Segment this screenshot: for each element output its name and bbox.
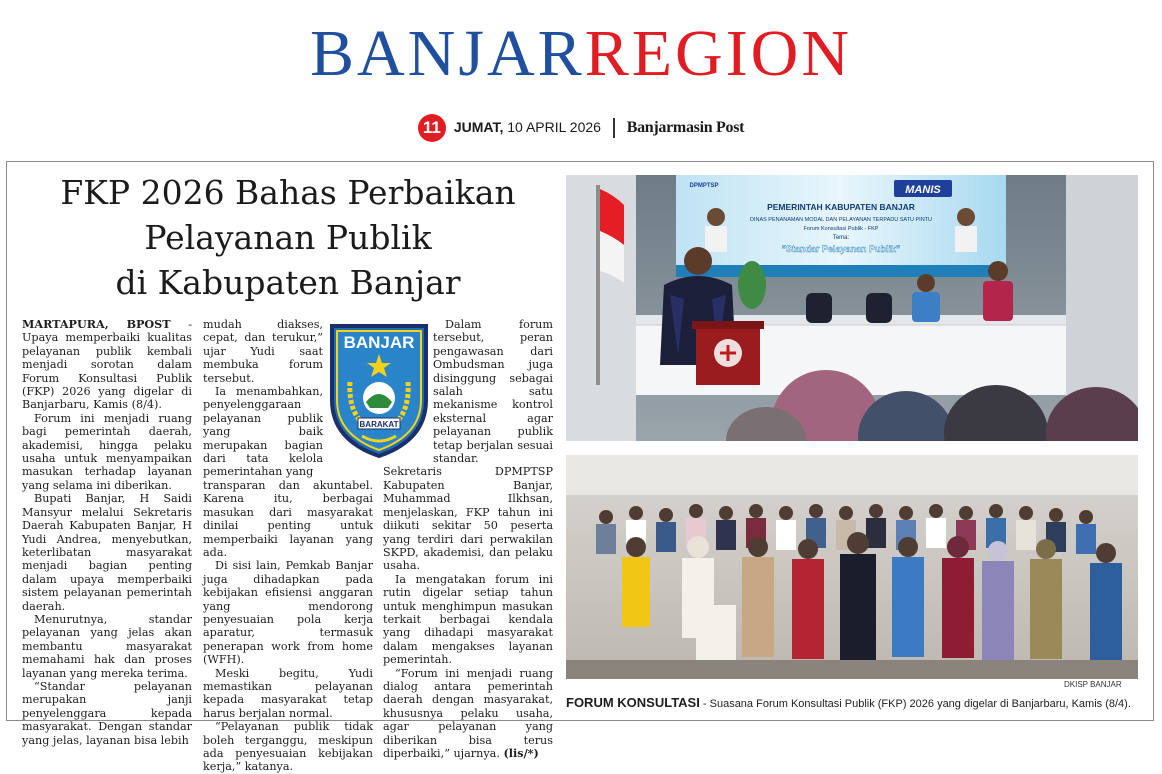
paragraph: Ia menambahkan, penyelenggaraan pelayanan publik yang baik merupakan bagian dari tata kelola pemerintahan yang: [203, 385, 323, 479]
headline-line: di Kabupaten Banjar: [115, 263, 461, 302]
caption-text: - Suasana Forum Konsultasi Publik (FKP) 2026 yang digelar di Banjarbaru, Kamis (8/4).: [699, 698, 1131, 710]
paragraph: Menurutnya, standar pelayanan yang jelas akan membantu masyarakat memahami hak dan proses layanan yang mereka terima.: [22, 612, 192, 680]
paragraph: [383, 667, 553, 761]
newspaper-name: Banjarmasin Post: [626, 119, 745, 136]
paragraph-text: “Forum ini menjadi ruang dialog antara pemerintah daerah dengan masyarakat, khususnya pelaku usaha, agar pelayanan yang diberikan bisa terus diperbaiki,” ujarnya.: [383, 666, 553, 760]
paragraph: Forum ini menjadi ruang bagi pemerintah daerah, akademisi, hingga pelaku usaha untuk menyampaikan masukan terhadap layanan yang selama ini diberikan.: [22, 411, 192, 492]
masthead: [0, 0, 1162, 160]
banner-manis-logo: MANIS: [905, 184, 941, 196]
sign-off: (lis/*): [503, 746, 539, 760]
paragraph: Dalam forum tersebut, peran pengawasan dari Ombudsman juga disinggung sebagai salah satu mekanisme kontrol eksternal agar pelayanan publik tetap berjalan sesuai standar.: [433, 318, 553, 466]
banner-forum: Forum Konsultasi Publik - FKP: [803, 226, 879, 232]
banner-quote: “Standar Pelayanan Publik”: [781, 244, 901, 254]
emblem-title: BANJAR: [343, 333, 415, 352]
photo-speaker-at-podium: [566, 175, 1138, 441]
paragraph: “Standar pelayanan merupakan janji penyelenggara kepada masyarakat. Dengan standar yang jelas, layanan bisa lebih: [22, 679, 192, 747]
photo-caption: [566, 694, 1138, 713]
paragraph-text: - Upaya memperbaiki kualitas pelayanan publik kembali menjadi sorotan dalam Forum Konsultasi Publik (FKP) 2026 yang digelar di Banjarbaru, Kamis (8/4).: [22, 318, 193, 412]
paragraph: [22, 318, 192, 412]
section-brand: [0, 14, 1162, 94]
day-label: JUMAT,: [453, 119, 504, 135]
emblem-ribbon: BARAKAT: [359, 420, 399, 429]
headline-line: Pelayanan Publik: [144, 218, 432, 257]
paragraph: “Pelayanan publik tidak boleh terganggu, meskipun ada penyesuaian kebijakan kerja,” katanya.: [203, 720, 373, 774]
brand-part-region: REGION: [584, 17, 853, 90]
banner-subtitle: DINAS PENANAMAN MODAL DAN PELAYANAN TERPADU SATU PINTU: [749, 217, 933, 223]
paragraph: transparan dan akuntabel. Karena itu, berbagai masukan dari masyarakat dinilai penting untuk memperbaiki layanan yang ada.: [203, 478, 373, 559]
photo-credit: DKISP BANJAR: [1064, 680, 1122, 689]
article-headline: [18, 170, 558, 305]
brand-part-banjar: BANJAR: [309, 17, 585, 90]
paragraph: mudah diakses, cepat, dan terukur,” ujar Yudi saat membuka forum tersebut.: [203, 318, 323, 385]
page-number-badge: 11: [418, 114, 446, 142]
paragraph: Di sisi lain, Pemkab Banjar juga dihadapkan pada kebijakan efisiensi anggaran yang mendorong penyesuaian pola kerja aparatur, termasuk penerapan work from home (WFH).: [203, 559, 373, 667]
caption-head: FORUM KONSULTASI: [566, 695, 700, 710]
photo-group-participants: [566, 455, 1138, 679]
headline-line: FKP 2026 Bahas Perbaikan: [60, 173, 516, 212]
dateline: [0, 112, 1162, 143]
divider: [613, 118, 615, 138]
dateline-text: MARTAPURA, BPOST: [22, 317, 171, 331]
banner-tema: Tema:: [832, 235, 850, 241]
paragraph: Sekretaris DPMPTSP Kabupaten Banjar, Muhammad Ilkhsan, menjelaskan, FKP tahun ini diikuti sekitar 50 peserta yang terdiri dari perwakilan SKPD, akademisi, dan pelaku usaha.: [383, 465, 553, 573]
paragraph: Meski begitu, Yudi memastikan pelayanan kepada masyarakat tetap harus berjalan normal.: [203, 666, 373, 720]
paragraph: Ia mengatakan forum ini rutin digelar setiap tahun untuk menghimpun masukan terkait berbagai kendala yang dihadapi masyarakat dalam mengakses layanan pemerintah.: [383, 572, 553, 667]
banner-dpmptsp-logo: DPMPTSP: [689, 183, 719, 189]
article-column-1: [22, 318, 192, 747]
date-label: 10 APRIL 2026: [507, 119, 601, 135]
kabupaten-banjar-emblem: [328, 322, 430, 460]
paragraph: Bupati Banjar, H Saidi Mansyur melalui Sekretaris Daerah Kabupaten Banjar, H Yudi Andrea, menyebutkan, keterlibatan masyarakat menjadi bagian penting dalam upaya memperbaiki sistem pelayanan pemerintah daerah.: [22, 492, 192, 613]
banner-title: PEMERINTAH KABUPATEN BANJAR: [767, 202, 915, 212]
